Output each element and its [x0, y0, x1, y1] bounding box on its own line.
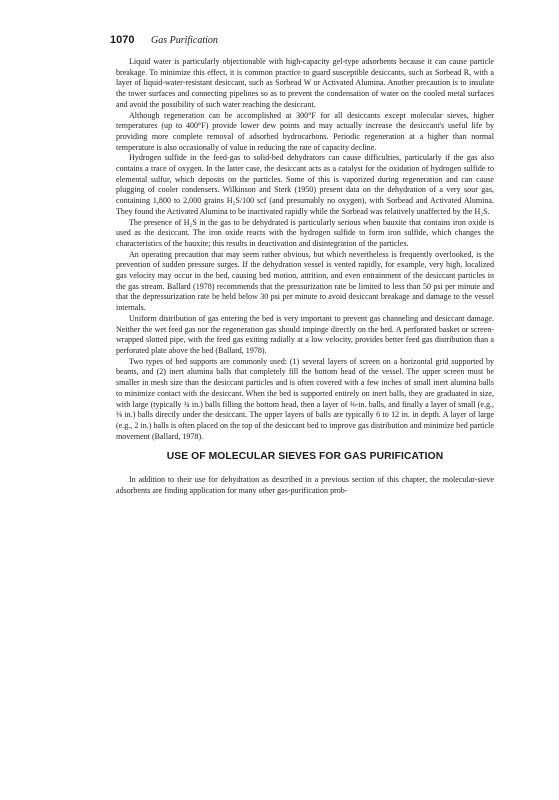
body-text: [116, 57, 494, 496]
paragraph-hydrogen-sulfide: Hydrogen sulfide in the feed-gas to solid-bed dehydrators can cause difficulties, particularly if the gas also contains a trace of oxygen. In the latter case, the desiccant acts as a catalyst for the oxidation of hydrogen sulfide to elemental sulfur, which deposits on the particles. Some of this is vaporized during regeneration and can cause plugging of cooler condensers. Wilkinson and Sterk (1950) present data on the dehydration of a very sour gas, containing 1,800 to 2,000 grains H₂S/100 scf (and presumably no oxygen), with Sorbead and Activated Alumina. They found the Activated Alumina to be inactivated rapidly while the Sorbead was relatively unaffected by the H₂S.: [116, 153, 494, 216]
paragraph-bed-supports: Two types of bed supports are commonly used: (1) several layers of screen on a horizontal grid supported by beams, and (2) inert alumina balls that completely fill the bottom head of the vessel. The upper screen must be smaller in mesh size than the desiccant particles and is often covered with a few inches of small inert alumina balls to minimize contact with the desiccant. When the bed is supported entirely on inert balls, they are graduated in size, with large (typically ¾ in.) balls filling the bottom head, then a layer of ⅜-in. balls, and finally a layer of small (e.g., ⅛ in.) balls directly under the desiccant. The upper layers of balls are typically 6 to 12 in. in depth. A layer of large (e.g., 2 in.) balls is often placed on the top of the desiccant bed to improve gas distribution and minimize bed particle movement (Ballard, 1978).: [116, 356, 494, 441]
paragraph-molecular-sieves-intro: In addition to their use for dehydration as described in a previous section of this chapter, the molecular-sieve adsorbents are finding application for many other gas-purification prob-: [116, 475, 494, 495]
paragraph-liquid-water: Liquid water is particularly objectionable with high-capacity gel-type adsorbents because it can cause particle breakage. To minimize this effect, it is common practice to guard susceptible desiccants, such as Sorbead R, with a layer of liquid-water-resistant desiccant, such as Sorbead W or Activated Alumina. Another precaution is to insulate the tower surfaces and connecting pipelines so as to prevent the condensation of water on the cooled metal surfaces and avoid the possibility of such water reaching the desiccant.: [116, 57, 494, 109]
paragraph-gas-distribution: Uniform distribution of gas entering the bed is very important to prevent gas channeling and desiccant damage. Neither the wet feed gas nor the regeneration gas should impinge directly on the bed. A perforated basket or screen-wrapped slotted pipe, with the feed gas exiting radially at a low velocity, provides better feed gas distribution than a perforated plate above the bed (Ballard, 1978).: [116, 313, 494, 355]
section-heading: USE OF MOLECULAR SIEVES FOR GAS PURIFICATION: [166, 451, 444, 463]
paragraph-pressure-surges: An operating precaution that may seem rather obvious, but which nevertheless is frequently overlooked, is the prevention of sudden pressure surges. If the dehydration vessel is vented rapidly, for example, very high, localized gas velocity may occur in the bed, causing bed motion, attrition, and even entrainment of the desiccant particles in the gas stream. Ballard (1978) recommends that the pressurization rate be limited to less than 50 psi per minute and that the depressurization rate be held below 30 psi per minute to avoid desiccant breakage and damage to the vessel internals.: [116, 249, 494, 313]
paragraph-regeneration: Although regeneration can be accomplished at 300°F for all desiccants except molecular sieves, higher temperatures (up to 400°F) provide lower dew points and may actually increase the desiccant's useful life by providing more complete removal of adsorbed hydrocarbons. Periodic regeneration at a higher than normal temperature is also occasionally of value in reducing the rate of capacity decline.: [116, 110, 494, 152]
page-number: 1070: [110, 34, 135, 46]
running-head: [110, 34, 470, 47]
running-title: Gas Purification: [150, 35, 218, 46]
paragraph-bauxite: The presence of H₂S in the gas to be dehydrated is particularly serious when bauxite that contains iron oxide is used as the desiccant. The iron oxide reacts with the hydrogen sulfide to form iron sulfide, which changes the characteristics of the bauxite; this results in deactivation and disintegration of the particles.: [116, 217, 494, 248]
